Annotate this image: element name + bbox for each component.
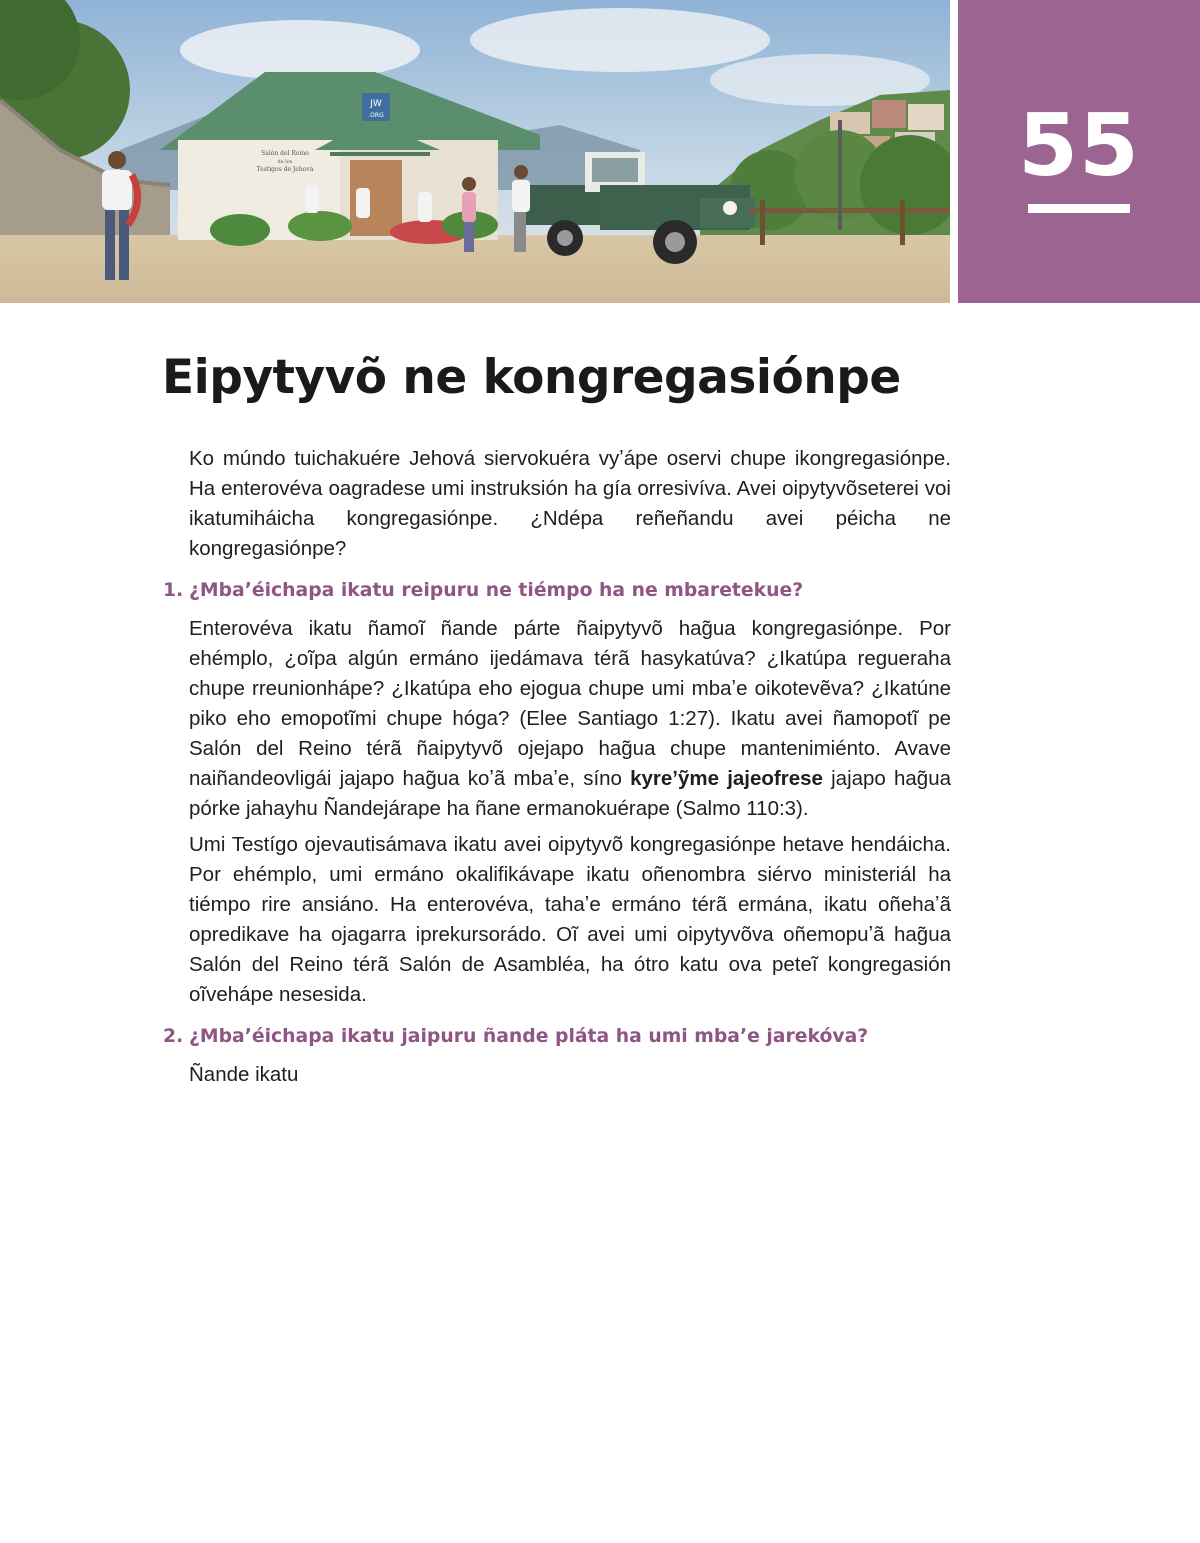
kingdom-hall-photo	[0, 0, 950, 303]
lesson-number-underline	[1028, 204, 1130, 213]
section-1-paragraph-1	[189, 614, 951, 824]
section-1-paragraph-2	[189, 830, 951, 1010]
section-1-paragraph-1-text-a: Enterovéva ikatu ñamoĩ ñande párte ñaipytyvõ hag̃ua kongregasiónpe. Por ehémplo, ¿oĩpa algún ermáno ijedámava térã hasykatúva? ¿Ikatúpa regueraha chupe rreunionhápe? ¿Ikatúpa eho ejogua chupe umi mbaʼe oikotevẽva? ¿Ikatúne piko eho emopotĩmi chupe hóga? (Elee Santiago 1:27). Ikatu avei ñamopotĩ pe Salón del Reino térã ñaipytyvõ ojejapo hag̃ua chupe mantenimiénto. Avave naiñandeovligái jajapo hag̃ua koʼã mbaʼe, síno	[189, 617, 951, 790]
lesson-number: 55	[1018, 96, 1140, 196]
section-1-paragraph-2-text: Umi Testígo ojevautisámava ikatu avei oipytyvõ kongregasiónpe hetave hendáicha. Por ehémplo, umi ermáno okalifikávape ikatu oñenombra siérvo ministeriál ha tiémpo rire ansiáno. Ha enterovéva, tahaʼe ermáno térã ermána, ikatu oñehaʼã opredikave ha ojagarra iprekursorádo. Oĩ avei umi oipytyvõva oñemopuʼã hag̃ua Salón del Reino térã Salón de Asambléa, ha ótro katu ova peteĩ kongregasión oĩvehápe nesesida.	[189, 833, 951, 1006]
sign-line-3: Testigos de Jehová	[256, 166, 314, 173]
section-1-paragraph-1-emphasis: kyreʼỹme jajeofrese	[630, 767, 823, 790]
intro-paragraph: Ko múndo tuichakuére Jehová siervokuéra vyʼápe oservi chupe ikongregasiónpe. Ha enterovéva oagradese umi instruksión ha gía orresivíva. Avei oipytyvõseterei voi ikatumiháicha kongregasiónpe. ¿Ndépa reñeñandu avei péicha ne kongregasiónpe?	[189, 447, 951, 560]
section-1-number: 1.	[163, 580, 184, 601]
header-photo	[0, 0, 950, 303]
sign-line-1: Salón del Reino	[261, 150, 309, 157]
page-title: Eipytyvõ ne kongregasiónpe	[162, 350, 901, 405]
sign-line-2: de los	[277, 159, 293, 165]
section-1-paragraph-1-text-b: jajapo hag̃ua pórke jahayhu Ñandejárape ha ñane ermanokuérape (Salmo 110:3).	[189, 767, 951, 820]
jw-badge-subtext: .ORG	[368, 112, 384, 119]
jw-badge-text: JW	[370, 99, 382, 109]
section-2-paragraph-1-text-a: Ñande ikatu	[189, 1063, 299, 1086]
section-2-question	[163, 1020, 951, 1054]
section-2-paragraph-1	[189, 1060, 951, 1090]
lesson-number-box	[958, 0, 1200, 303]
section-1-question	[163, 574, 951, 608]
section-1-question-text: ¿Mbaʼéichapa ikatu reipuru ne tiémpo ha ne mbaretekue?	[189, 580, 804, 601]
lesson-content	[163, 444, 951, 1096]
section-2-number: 2.	[163, 1026, 184, 1047]
section-2-question-text: ¿Mbaʼéichapa ikatu jaipuru ñande pláta ha umi mbaʼe jarekóva?	[189, 1026, 869, 1047]
